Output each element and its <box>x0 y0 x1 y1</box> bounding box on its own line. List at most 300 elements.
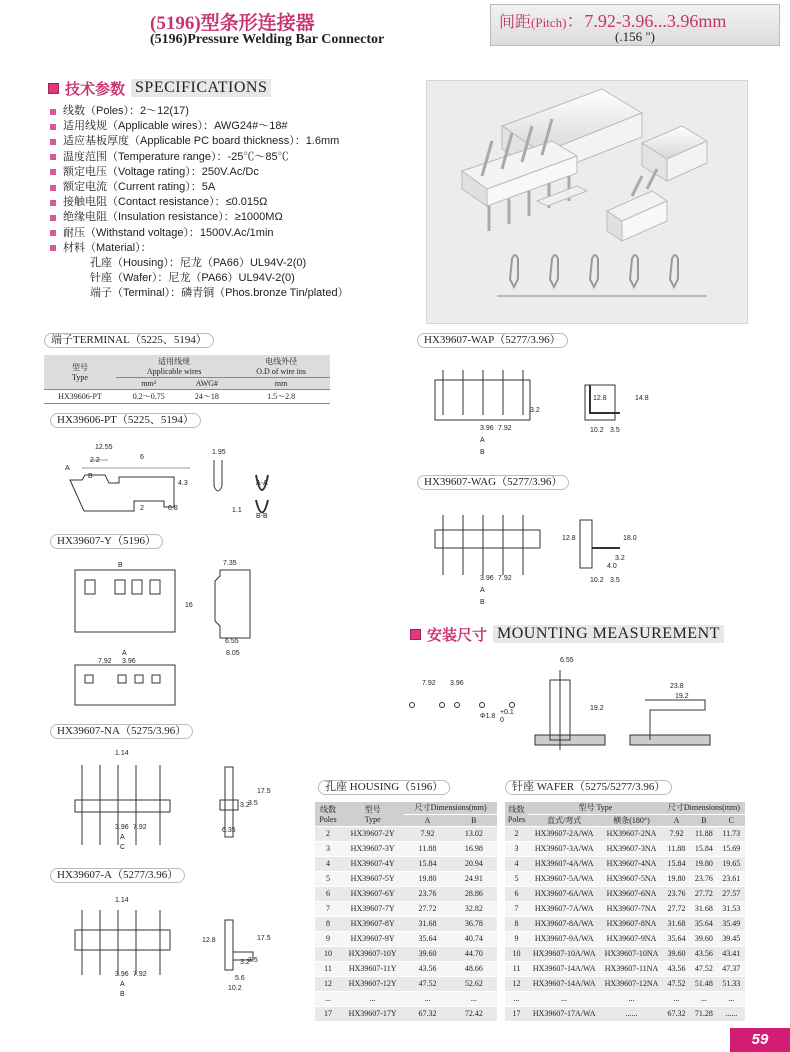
th-od <box>232 355 330 378</box>
specs-heading <box>48 78 271 98</box>
dimension-label: +0.1 <box>500 709 514 716</box>
table-cell: 35.49 <box>718 916 745 931</box>
table-cell: HX39607-14A/WA <box>528 961 600 976</box>
dimension-label: 17.5 <box>257 935 271 942</box>
label-terminal: 端子TERMINAL（5225、5194） <box>44 333 214 348</box>
spec-item <box>50 119 339 134</box>
table-cell: 47.52 <box>663 976 690 991</box>
table-row <box>505 976 745 991</box>
table-cell: ... <box>663 991 690 1006</box>
spec-item <box>50 180 339 195</box>
table-cell: ... <box>528 991 600 1006</box>
th-poles-cn: 线数 <box>508 804 525 814</box>
title-cn <box>150 8 315 35</box>
table-cell: 6 <box>505 886 528 901</box>
wafer-table <box>505 802 745 1022</box>
material-item: 端子（Terminal）：磷青铜（Phos.bronze Tin/plated） <box>90 287 349 300</box>
table-row <box>315 991 497 1006</box>
table-cell: 51.33 <box>718 976 745 991</box>
dimension-label: 1.14 <box>115 750 129 757</box>
label-housing: 孔座 HOUSING（5196） <box>318 780 450 795</box>
dimension-label: 3.96 <box>450 680 464 687</box>
th-wire <box>116 355 232 378</box>
dimension-label: 18.0 <box>623 535 637 542</box>
table-cell: HX39607-3Y <box>341 841 404 856</box>
dimension-label: A-A <box>256 480 268 487</box>
th-type <box>44 355 116 390</box>
dimension-label: 4.0 <box>607 563 617 570</box>
dimension-label: 3.5 <box>610 577 620 584</box>
dimension-label: 19.2 <box>590 705 604 712</box>
th-poles <box>315 802 341 826</box>
spec-text: 适用线规（Applicable wires）：AWG24#～18# <box>63 120 288 133</box>
table-row <box>315 841 497 856</box>
bullet-icon <box>50 169 56 175</box>
table-row <box>505 856 745 871</box>
spec-item <box>50 150 339 165</box>
table-cell: 15.84 <box>690 841 717 856</box>
table-row <box>315 886 497 901</box>
table-cell: HX39607-5NA <box>600 871 663 886</box>
dimension-label: B-B <box>256 513 268 520</box>
label-na: HX39607-NA（5275/3.96） <box>50 724 193 739</box>
table-cell: HX39607-2Y <box>341 826 404 841</box>
table-cell: 19.80 <box>663 871 690 886</box>
th-awg: AWG# <box>181 378 232 390</box>
dimension-label: C <box>120 844 126 851</box>
pitch-value: ：7.92-3.96...3.96mm <box>566 11 727 31</box>
na-drawing <box>60 745 280 860</box>
dimension-label: Φ1.8 <box>480 713 496 720</box>
terminals-shape <box>497 255 707 296</box>
label-pt: HX39606-PT（5225、5194） <box>50 413 201 428</box>
label-a: HX39607-A（5277/3.96） <box>50 868 185 883</box>
table-cell: 27.72 <box>663 901 690 916</box>
table-cell: 31.68 <box>690 901 717 916</box>
table-cell: 27.72 <box>404 901 450 916</box>
table-cell: 39.60 <box>663 946 690 961</box>
spec-item <box>50 134 339 149</box>
th-type-cn: 型号 <box>364 804 381 814</box>
dimension-label: A <box>122 650 127 657</box>
bullet-icon <box>50 230 56 236</box>
dimension-label: 14.8 <box>635 395 649 402</box>
table-cell: 31.68 <box>663 916 690 931</box>
dimension-label: 7.92 <box>133 824 147 831</box>
dimension-label: B <box>120 991 125 998</box>
dimension-label: B <box>118 562 123 569</box>
table-cell: 31.53 <box>718 901 745 916</box>
spec-text: 额定电流（Current rating）：5A <box>63 181 216 194</box>
table-row <box>315 916 497 931</box>
th-a: A <box>404 814 450 826</box>
mounting-heading-en: MOUNTING MEASUREMENT <box>493 625 724 643</box>
table-cell: 8 <box>505 916 528 931</box>
table-cell: HX39607-12NA <box>600 976 663 991</box>
table-cell: 2 <box>505 826 528 841</box>
th-type-en: Type <box>364 814 381 824</box>
table-cell: 5 <box>315 871 341 886</box>
table-cell: HX39607-5A/WA <box>528 871 600 886</box>
dimension-label: 3.2 <box>530 407 540 414</box>
bullet-icon <box>50 154 56 160</box>
label-wag: HX39607-WAG（5277/3.96） <box>417 475 569 490</box>
spec-list <box>50 104 339 256</box>
table-cell: ...... <box>600 1006 663 1021</box>
spec-item <box>50 241 339 256</box>
table-cell: HX39607-14A/WA <box>528 976 600 991</box>
dimension-label: 23.8 <box>670 683 684 690</box>
cell-type: HX39606-PT <box>44 390 116 404</box>
dimension-label: 17.5 <box>257 788 271 795</box>
spec-item <box>50 226 339 241</box>
table-row <box>315 976 497 991</box>
table-cell: 11 <box>315 961 341 976</box>
dimension-label: 0.8 <box>168 505 178 512</box>
dimension-label: 7.92 <box>498 425 512 432</box>
table-cell: 47.52 <box>690 961 717 976</box>
a-drawing <box>60 890 280 1005</box>
mounting-heading-cn: 安装尺寸 <box>427 626 488 644</box>
pitch-inch: (.156 ") <box>615 29 655 44</box>
spec-text: 接触电阻（Contact resistance）：≤0.015Ω <box>63 196 268 209</box>
table-cell: 35.64 <box>663 931 690 946</box>
dimension-label: 7.92 <box>422 680 436 687</box>
th-a: A <box>663 814 690 826</box>
table-row <box>315 826 497 841</box>
material-list <box>90 256 349 302</box>
table-cell: 19.80 <box>404 871 450 886</box>
table-cell: 17 <box>505 1006 528 1021</box>
table-row <box>505 1006 745 1021</box>
connector-photo-illustration <box>427 81 749 325</box>
th-wire-en: Applicable wires <box>146 367 202 376</box>
table-cell: 39.60 <box>404 946 450 961</box>
table-cell: 12 <box>315 976 341 991</box>
dimension-label: 1.1 <box>232 507 242 514</box>
dimension-label: 3.96 <box>480 575 494 582</box>
table-cell: HX39607-8NA <box>600 916 663 931</box>
table-cell: 36.78 <box>451 916 497 931</box>
table-row <box>315 901 497 916</box>
pt-drawing <box>60 440 300 525</box>
table-cell: 15.84 <box>404 856 450 871</box>
dimension-label: 19.2 <box>675 693 689 700</box>
table-row <box>505 991 745 1006</box>
wag-drawing <box>425 500 655 610</box>
dimension-label: A <box>480 437 485 444</box>
table-cell: 4 <box>505 856 528 871</box>
table-cell: 7 <box>505 901 528 916</box>
table-cell: 27.57 <box>718 886 745 901</box>
table-cell: 16.98 <box>451 841 497 856</box>
product-photo <box>426 80 748 324</box>
table-row <box>315 856 497 871</box>
table-cell: HX39607-11Y <box>341 961 404 976</box>
th-b: B <box>451 814 497 826</box>
table-cell: 32.82 <box>451 901 497 916</box>
th-od-en: O.D of wire ins <box>256 367 307 376</box>
table-row <box>505 826 745 841</box>
dimension-label: 3.5 <box>248 800 258 807</box>
page-number: 59 <box>730 1028 790 1052</box>
table-cell: ... <box>315 991 341 1006</box>
table-cell: 28.86 <box>451 886 497 901</box>
table-cell: 20.94 <box>451 856 497 871</box>
table-cell: 23.76 <box>404 886 450 901</box>
table-row <box>505 946 745 961</box>
dimension-label: 6.55 <box>560 657 574 664</box>
table-cell: 71.28 <box>690 1006 717 1021</box>
dimension-label: A <box>120 834 125 841</box>
pitch-en: (Pitch) <box>531 15 567 30</box>
table-cell: HX39607-7A/WA <box>528 901 600 916</box>
table-cell: 47.52 <box>404 976 450 991</box>
table-cell: 7.92 <box>404 826 450 841</box>
pitch-cn: 间距 <box>499 12 532 31</box>
table-row <box>315 961 497 976</box>
th-dim: 尺寸Dimensions(mm) <box>663 802 745 814</box>
table-cell: HX39607-6NA <box>600 886 663 901</box>
table-cell: 2 <box>315 826 341 841</box>
y-drawing <box>60 555 260 715</box>
table-cell: ...... <box>718 1006 745 1021</box>
table-cell: 67.32 <box>404 1006 450 1021</box>
dimension-label: 4.3 <box>178 480 188 487</box>
title-en: (5196)Pressure Welding Bar Connector <box>150 32 385 47</box>
table-cell: 39.45 <box>718 931 745 946</box>
table-cell: 51.48 <box>690 976 717 991</box>
th-c: C <box>718 814 745 826</box>
dimension-label: B <box>88 473 93 480</box>
table-cell: HX39607-8A/WA <box>528 916 600 931</box>
table-cell: ... <box>600 991 663 1006</box>
cell-mm2: 0.2～0.75 <box>116 390 181 404</box>
spec-text: 线数（Poles）：2～12(17) <box>63 105 189 117</box>
spec-text: 耐压（Withstand voltage）：1500V.Ac/1min <box>63 226 274 239</box>
table-cell: 35.64 <box>404 931 450 946</box>
table-cell: 15.69 <box>718 841 745 856</box>
label-wap: HX39607-WAP（5277/3.96） <box>417 333 568 348</box>
table-cell: 35.64 <box>690 916 717 931</box>
dimension-label: 3.96 <box>115 971 129 978</box>
dimension-label: 1.95 <box>212 449 226 456</box>
th-poles-en: Poles <box>507 814 526 824</box>
spec-text: 温度范围（Temperature range）：-25℃～85℃ <box>63 150 289 163</box>
dimension-label: 10.2 <box>590 427 604 434</box>
th-poles <box>505 802 528 826</box>
table-cell: 11.88 <box>690 826 717 841</box>
table-cell: 67.32 <box>663 1006 690 1021</box>
table-cell: 31.68 <box>404 916 450 931</box>
section-square-icon <box>48 83 59 94</box>
table-cell: 19.80 <box>690 856 717 871</box>
table-cell: 23.61 <box>718 871 745 886</box>
th-straight: 直式/弯式 <box>528 814 600 826</box>
terminal-table <box>44 355 330 404</box>
table-cell: HX39607-5Y <box>341 871 404 886</box>
table-cell: 11.88 <box>663 841 690 856</box>
specs-heading-en: SPECIFICATIONS <box>131 79 271 97</box>
table-cell: 9 <box>315 931 341 946</box>
table-cell: 13.02 <box>451 826 497 841</box>
table-cell: HX39607-12Y <box>341 976 404 991</box>
dimension-label: 6.55 <box>225 638 239 645</box>
material-item: 孔座（Housing）：尼龙（PA66）UL94V-2(0) <box>90 257 307 269</box>
mounting-drawing <box>400 650 740 760</box>
table-row <box>505 931 745 946</box>
table-row <box>505 871 745 886</box>
table-cell: HX39607-17A/WA <box>528 1006 600 1021</box>
th-wire-cn: 适用线规 <box>158 357 191 366</box>
bullet-icon <box>50 185 56 191</box>
th-dim: 尺寸Dimensions(mm) <box>404 802 497 814</box>
wap-drawing <box>425 360 655 460</box>
table-cell: HX39607-9A/WA <box>528 931 600 946</box>
th-b: B <box>690 814 717 826</box>
dimension-label: 3.2 <box>240 802 250 809</box>
table-cell: 9 <box>505 931 528 946</box>
table-cell: 11.88 <box>404 841 450 856</box>
table-cell: 10 <box>315 946 341 961</box>
table-cell: HX39607-4A/WA <box>528 856 600 871</box>
bullet-icon <box>50 139 56 145</box>
th-type <box>341 802 404 826</box>
table-cell: 43.41 <box>718 946 745 961</box>
housing-small-shape <box>642 126 707 181</box>
table-cell: HX39607-9Y <box>341 931 404 946</box>
table-cell: 19.65 <box>718 856 745 871</box>
table-cell: HX39607-6Y <box>341 886 404 901</box>
th-poles-en: Poles <box>319 814 337 824</box>
dimension-label: 3.5 <box>610 427 620 434</box>
table-cell: 43.56 <box>404 961 450 976</box>
table-cell: ... <box>718 991 745 1006</box>
table-cell: 17 <box>315 1006 341 1021</box>
th-od-cn: 电线外径 <box>265 357 298 366</box>
table-cell: 15.84 <box>663 856 690 871</box>
bullet-icon <box>50 124 56 130</box>
table-cell: 39.60 <box>690 931 717 946</box>
table-row <box>315 931 497 946</box>
dimension-label: 3.2 <box>240 959 250 966</box>
dimension-label: 3.96 <box>480 425 494 432</box>
table-cell: 5 <box>505 871 528 886</box>
table-cell: HX39607-4Y <box>341 856 404 871</box>
table-cell: 72.42 <box>451 1006 497 1021</box>
title-cn-text: 型条形连接器 <box>200 13 315 34</box>
table-cell: ... <box>451 991 497 1006</box>
table-cell: HX39607-2A/WA <box>528 826 600 841</box>
wafer-small-shape <box>607 169 667 241</box>
spec-item <box>50 165 339 180</box>
dimension-label: 6 <box>140 454 144 461</box>
specs-heading-cn: 技术参数 <box>65 80 126 98</box>
spec-text: 额定电压（Voltage rating）：250V.Ac/Dc <box>63 165 259 178</box>
dimension-label: 2 <box>140 505 144 512</box>
dimension-label: A <box>65 465 70 472</box>
dimension-label: 3.96 <box>115 824 129 831</box>
dimension-label: 10.2 <box>228 985 242 992</box>
table-cell: HX39607-10A/WA <box>528 946 600 961</box>
th-mm: mm <box>232 378 330 390</box>
cell-od: 1.5～2.8 <box>232 390 330 404</box>
pitch-box <box>490 4 780 46</box>
table-cell: HX39607-10Y <box>341 946 404 961</box>
table-cell: 3 <box>315 841 341 856</box>
table-cell: HX39607-7Y <box>341 901 404 916</box>
dimension-label: B <box>480 599 485 606</box>
dimension-label: B <box>480 449 485 456</box>
dimension-label: 6.35 <box>222 827 236 834</box>
table-row <box>505 841 745 856</box>
table-cell: 47.37 <box>718 961 745 976</box>
table-cell: 43.56 <box>663 961 690 976</box>
dimension-label: 3.5 <box>248 957 258 964</box>
table-cell: HX39607-7NA <box>600 901 663 916</box>
table-cell: 8 <box>315 916 341 931</box>
section-square-icon <box>410 629 421 640</box>
title-series: (5196) <box>150 13 201 34</box>
dimension-label: 2.2 <box>90 457 100 464</box>
dimension-label: A <box>120 981 125 988</box>
dimension-label: 3.2 <box>615 555 625 562</box>
th-type-en: Type <box>72 373 88 382</box>
table-cell: 7 <box>315 901 341 916</box>
cell-awg: 24～18 <box>181 390 232 404</box>
table-row <box>44 390 330 404</box>
bullet-icon <box>50 245 56 251</box>
table-cell: HX39607-2NA <box>600 826 663 841</box>
dimension-label: 8.05 <box>226 650 240 657</box>
th-type-cn: 型号 <box>72 363 88 372</box>
spec-item <box>50 210 339 225</box>
table-cell: 6 <box>315 886 341 901</box>
dimension-label: A <box>480 587 485 594</box>
dimension-label: 0 <box>500 717 504 724</box>
table-row <box>505 916 745 931</box>
table-cell: 52.62 <box>451 976 497 991</box>
table-cell: ... <box>404 991 450 1006</box>
table-row <box>505 901 745 916</box>
dimension-label: 7.92 <box>133 971 147 978</box>
table-row <box>505 961 745 976</box>
table-cell: 43.56 <box>690 946 717 961</box>
table-cell: HX39607-9NA <box>600 931 663 946</box>
table-row <box>505 886 745 901</box>
spec-text: 适应基板厚度（Applicable PC board thickness）：1.6mm <box>63 135 340 148</box>
dimension-label: 12.8 <box>593 395 607 402</box>
spec-text: 绝缘电阻（Insulation resistance）：≥1000MΩ <box>63 211 283 224</box>
table-cell: HX39607-8Y <box>341 916 404 931</box>
table-row <box>315 871 497 886</box>
table-cell: 44.70 <box>451 946 497 961</box>
table-cell: 27.72 <box>690 886 717 901</box>
bullet-icon <box>50 215 56 221</box>
table-cell: 10 <box>505 946 528 961</box>
label-wafer: 针座 WAFER（5275/5277/3.96） <box>505 780 672 795</box>
dimension-label: 10.2 <box>590 577 604 584</box>
table-cell: ... <box>341 991 404 1006</box>
table-cell: 11.73 <box>718 826 745 841</box>
bullet-icon <box>50 109 56 115</box>
th-poles-cn: 线数 <box>320 804 336 814</box>
table-cell: 40.74 <box>451 931 497 946</box>
table-row <box>315 946 497 961</box>
dimension-label: 3.96 <box>122 658 136 665</box>
th-type: 型号 Type <box>528 802 663 814</box>
material-item: 针座（Wafer）：尼龙（PA66）UL94V-2(0) <box>90 272 295 285</box>
